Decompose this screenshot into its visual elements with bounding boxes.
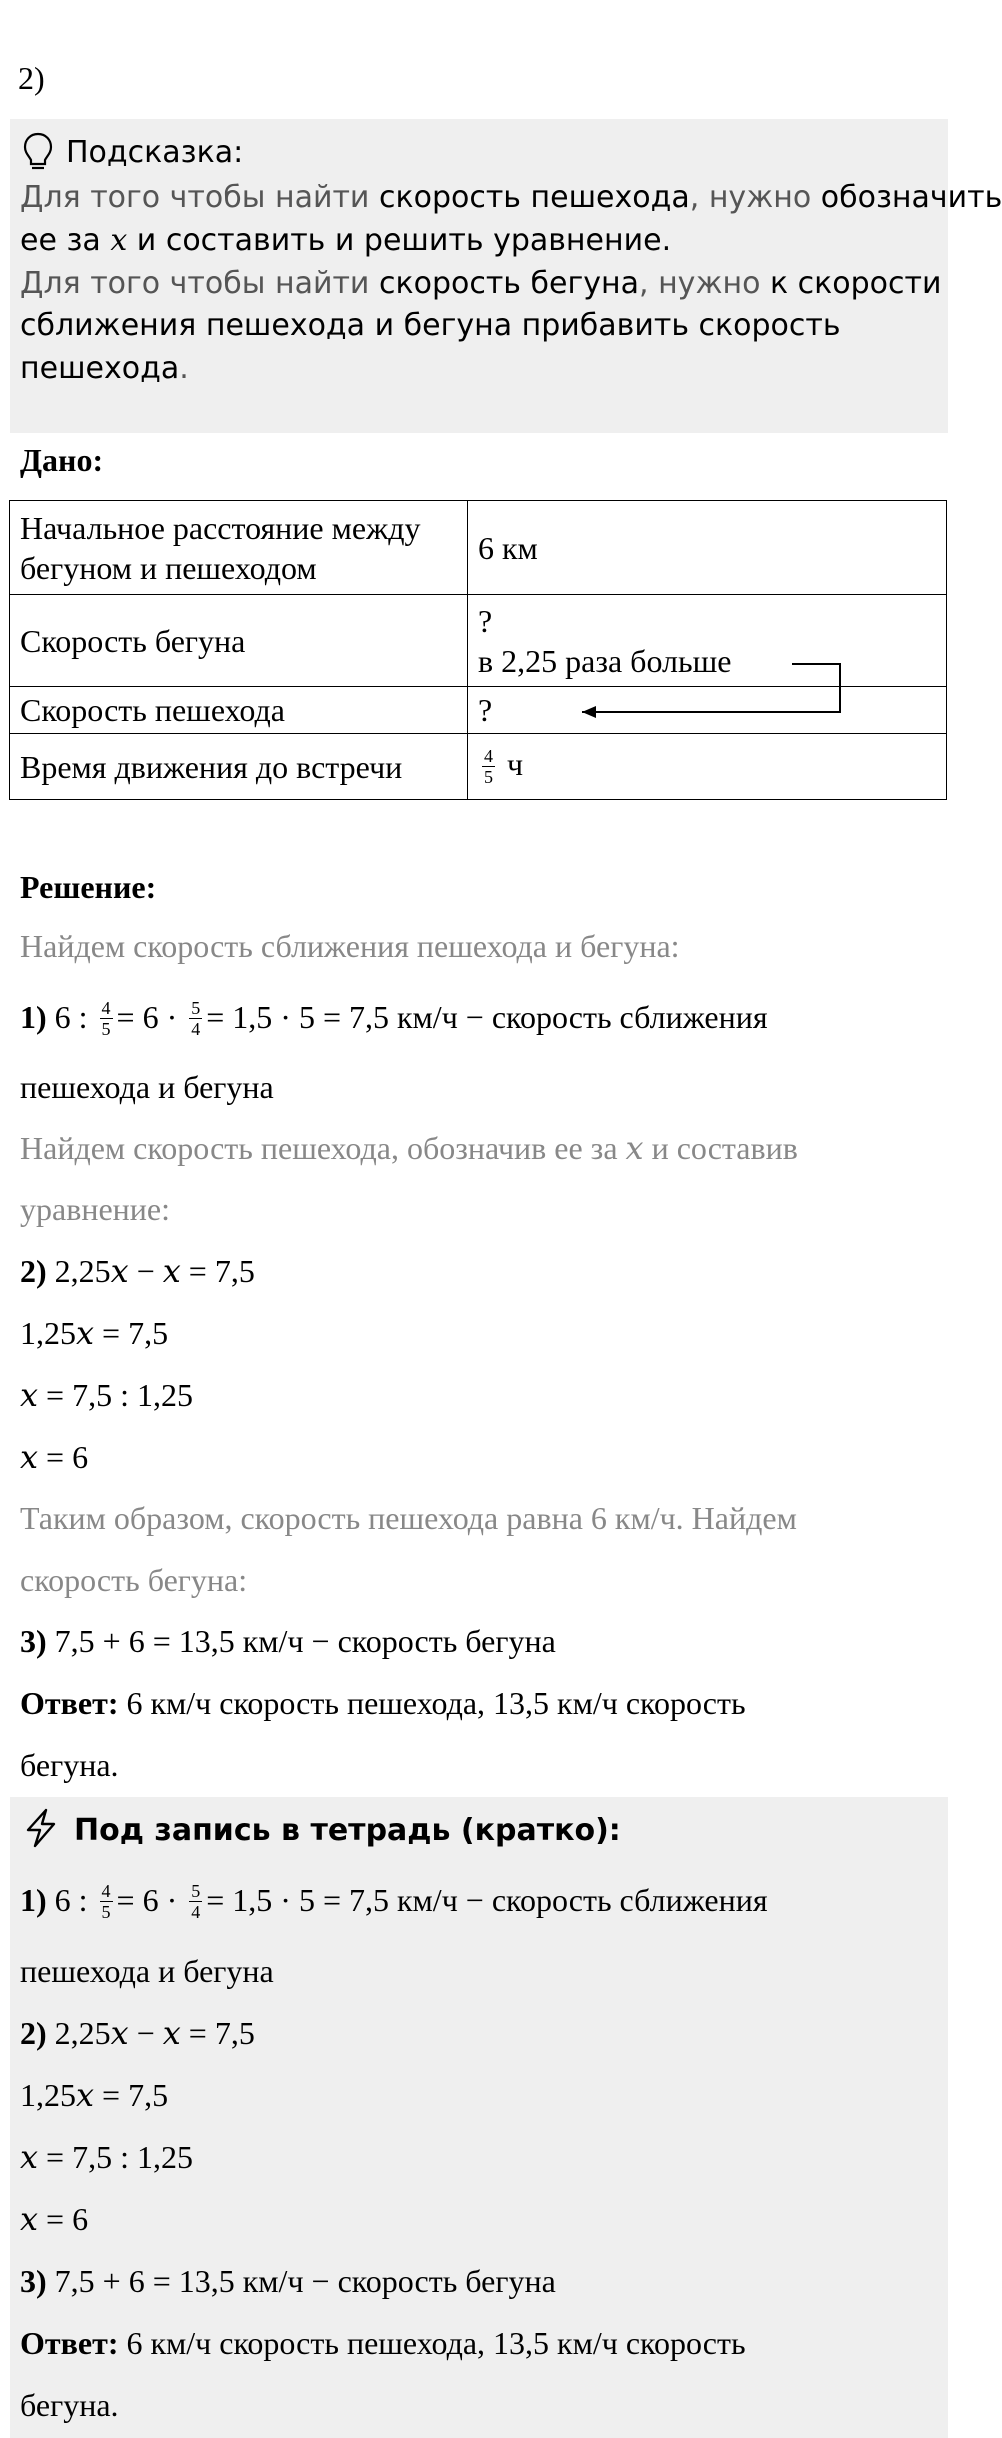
hint-title: Подсказка:: [66, 135, 244, 170]
given-heading: Дано:: [20, 442, 104, 478]
solution-step-1-cont: пешехода и бегуна: [20, 1069, 274, 1105]
solution-answer: Ответ: 6 км/ч скорость пешехода, 13,5 км/ч скорость: [20, 1685, 746, 1721]
table-cell: Начальное расстояние между бегуном и пешеходом: [10, 501, 468, 595]
brief-step-1-cont: пешехода и бегуна: [20, 1953, 274, 1989]
table-cell: $\frac{4}{5}$ ч: [468, 734, 947, 800]
solution-step-2: 2) 2,25𝑥 − 𝑥 = 7,5: [20, 1252, 255, 1290]
table-cell: Скорость бегуна: [10, 595, 468, 687]
relation-arrow-icon: [560, 650, 860, 730]
brief-answer: Ответ: 6 км/ч скорость пешехода, 13,5 км/ч скорость: [20, 2325, 746, 2361]
lightbulb-icon: [22, 131, 54, 177]
solution-answer-cont: бегуна.: [20, 1747, 119, 1783]
brief-step-2: 2) 2,25𝑥 − 𝑥 = 7,5: [20, 2014, 255, 2052]
brief-answer-cont: бегуна.: [20, 2387, 119, 2423]
table-cell: ?: [468, 687, 947, 734]
brief-step-1: 1) 6 : $\frac{4}{5}$ = 6 · $\frac{5}{4}$ = 1,5 · 5 = 7,5 км/ч − скорость сближения: [20, 1881, 768, 1923]
solution-step-2b: 1,25𝑥 = 7,5: [20, 1314, 169, 1352]
table-row: [10, 734, 947, 800]
solution-step-2d: 𝑥 = 6: [20, 1438, 89, 1476]
hint-line-4: сближения пешехода и бегуна прибавить скорость: [20, 308, 841, 343]
hint-line-2: ее за 𝑥 и составить и решить уравнение.: [20, 223, 672, 258]
table-cell: Время движения до встречи: [10, 734, 468, 800]
brief-step-3: 3) 7,5 + 6 = 13,5 км/ч − скорость бегуна: [20, 2263, 556, 2299]
solution-intro-3-cont: скорость бегуна:: [20, 1562, 248, 1598]
solution-step-2c: 𝑥 = 7,5 : 1,25: [20, 1376, 193, 1414]
hint-line-3: Для того чтобы найти скорость бегуна, нужно к скорости: [20, 266, 942, 301]
table-cell: 6 км: [468, 501, 947, 595]
table-cell: Скорость пешехода: [10, 687, 468, 734]
table-cell: ? в 2,25 раза больше: [468, 595, 947, 687]
hint-line-1: Для того чтобы найти скорость пешехода, нужно обозначить: [20, 180, 1002, 215]
brief-step-2d: 𝑥 = 6: [20, 2200, 89, 2238]
hint-box: [10, 119, 1002, 433]
table-row: [10, 501, 947, 595]
hint-line-5: пешехода.: [20, 351, 189, 386]
solution-step-3: 3) 7,5 + 6 = 13,5 км/ч − скорость бегуна: [20, 1623, 556, 1659]
solution-step-1: 1) 6 : $\frac{4}{5}$ = 6 · $\frac{5}{4}$ = 1,5 · 5 = 7,5 км/ч − скорость сближения: [20, 998, 768, 1040]
brief-step-2c: 𝑥 = 7,5 : 1,25: [20, 2138, 193, 2176]
task-number: 2): [18, 60, 45, 96]
solution-intro-3: Таким образом, скорость пешехода равна 6 км/ч. Найдем: [20, 1500, 797, 1536]
solution-intro-2: Найдем скорость пешехода, обозначив ее за 𝑥 и составив: [20, 1129, 798, 1167]
brief-title: Под запись в тетрадь (кратко):: [74, 1813, 621, 1848]
lightning-icon: [20, 1807, 62, 1853]
solution-intro-1: Найдем скорость сближения пешехода и бегуна:: [20, 928, 680, 964]
solution-intro-2-cont: уравнение:: [20, 1191, 170, 1227]
solution-heading: Решение:: [20, 869, 157, 905]
brief-step-2b: 1,25𝑥 = 7,5: [20, 2076, 169, 2114]
